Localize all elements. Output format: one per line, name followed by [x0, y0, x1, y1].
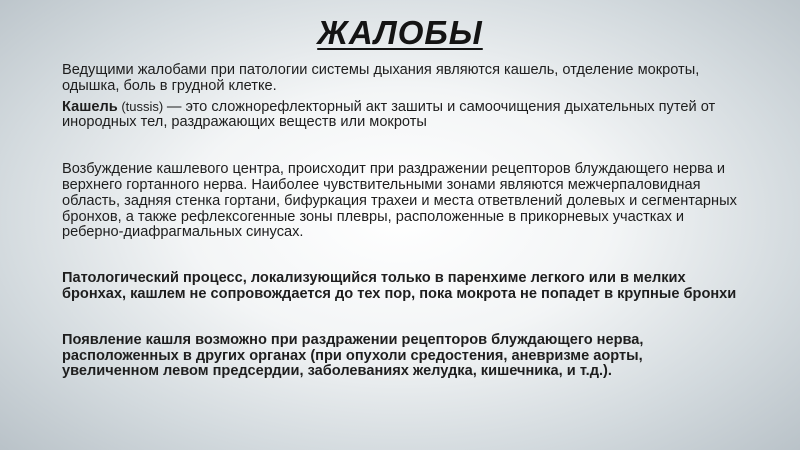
paragraph-main-complaints: Ведущими жалобами при патологии системы дыхания являются кашель, отделение мокроты, одышка, боль в грудной клетке.: [62, 62, 700, 94]
slide-body: [62, 63, 742, 380]
paragraph-cough-definition: [62, 99, 742, 132]
paragraph-cough-other-organs: Появление кашля возможно при раздражении рецепторов блуждающего нерва, расположенных в других органах (при опухоли средостения, аневризме аорты, увеличенном левом предсердии, заболеваниях желудка, кишечника, и т.д.).: [62, 331, 644, 380]
cough-definition-text: — это сложнорефлекторный акт зашиты и самоочищения дыхательных путей от инородных тел, раздражающих веществ или мокроты: [62, 98, 716, 131]
term-cough: Кашель: [62, 98, 118, 115]
slide-title: ЖАЛОБЫ: [317, 14, 483, 51]
paragraph-pathological-process: Патологический процесс, локализующийся только в паренхиме легкого или в мелких бронхах, кашлем не сопровождается до тех пор, пока мокрота не попадет в крупные бронхи: [62, 270, 737, 302]
term-latin: (tussis): [117, 98, 167, 114]
paragraph-cough-center: Возбуждение кашлевого центра, происходит при раздражении рецепторов блуждающего нерва и верхнего гортанного нерва. Наиболее чувствительными зонами являются межчерпаловидная область, задняя стенка гортани, бифуркация трахеи и места ответвлений долевых и сегментарных бронхов, а также рефлексогенные зоны плевры, расположенные в прикорневых участках и реберно-диафрагмальных синусах.: [62, 161, 737, 241]
